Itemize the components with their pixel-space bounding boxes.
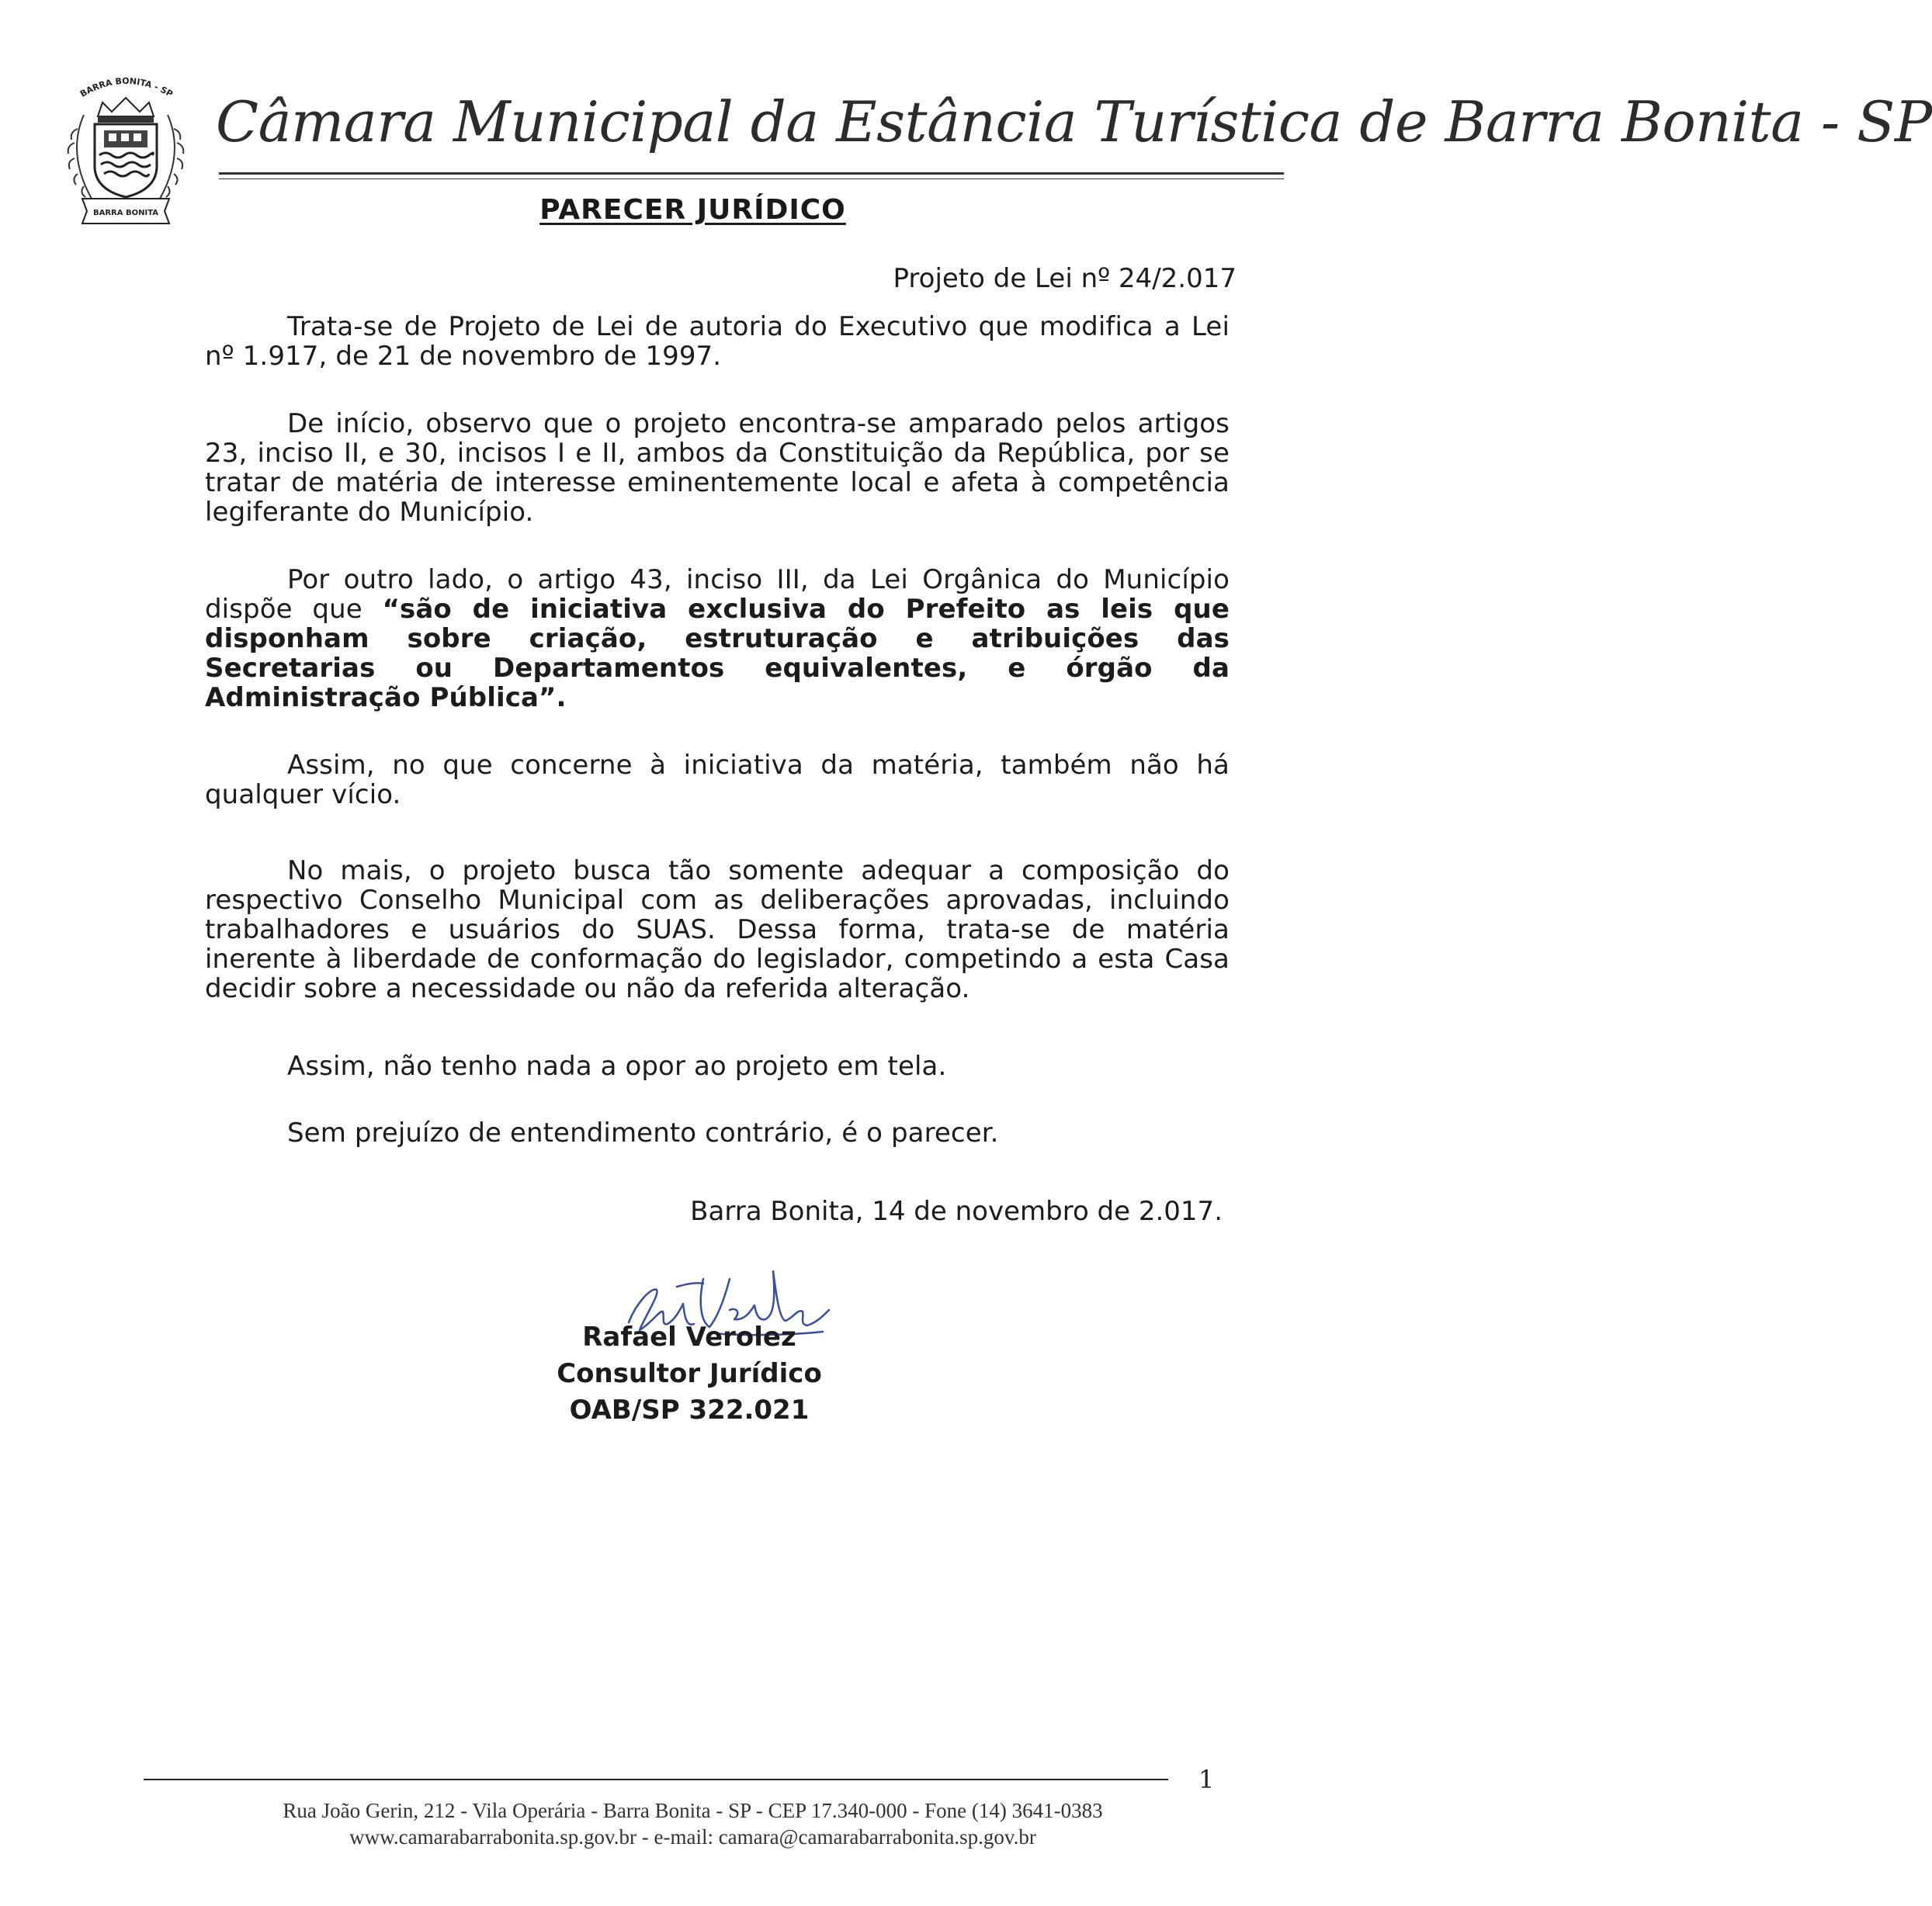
footer-rule: [144, 1779, 1168, 1780]
signatory-role: Consultor Jurídico: [557, 1358, 822, 1389]
footer-contact: www.camarabarrabonita.sp.gov.br - e-mail: camara@camarabarrabonita.sp.gov.br: [349, 1825, 1036, 1849]
paragraph-3-quote: “são de iniciativa exclusiva do Prefeito as leis que disponham sobre criação, estruturação e atribuições das Secretarias ou Departamentos equivalentes, e órgão da Administração Pública”.: [205, 594, 1230, 713]
signatory-name: Rafael Verolez: [582, 1322, 796, 1353]
paragraph-6: Assim, não tenho nada a opor ao projeto em tela.: [287, 1051, 947, 1082]
footer-address: Rua João Gerin, 212 - Vila Operária - Barra Bonita - SP - CEP 17.340-000 - Fone (14) 3641-0383: [283, 1799, 1103, 1822]
paragraph-2: De início, observo que o projeto encontra-se amparado pelos artigos 23, inciso II, e 30, incisos I e II, ambos da Constituição da República, por se tratar de matéria de interesse eminentemente local e afeta à competência legiferante do Município.: [205, 408, 1230, 528]
project-reference: Projeto de Lei nº 24/2.017: [893, 263, 1237, 294]
seal-top-text: BARRA BONITA - SP: [78, 75, 175, 99]
paragraph-4: Assim, no que concerne à iniciativa da matéria, também não há qualquer vício.: [205, 750, 1230, 810]
page-number: 1: [1198, 1765, 1215, 1794]
seal-banner-text: BARRA BONITA: [93, 209, 158, 217]
header-rule-thin: [219, 178, 1284, 179]
paragraph-1: Trata-se de Projeto de Lei de autoria do Executivo que modifica a Lei nº 1.917, de 21 de novembro de 1997.: [205, 311, 1230, 372]
document-body: [205, 312, 1230, 1185]
paragraph-3: [205, 565, 1230, 712]
paragraph-5: No mais, o projeto busca tão somente adequar a composição do respectivo Conselho Municipal com as deliberações aprovadas, incluindo trabalhadores e usuários do SUAS. Dessa forma, trata-se de matéria inerente à liberdade de conformação do legislador, competindo a esta Casa decidir sobre a necessidade ou não da referida alteração.: [205, 855, 1230, 1004]
institution-name: Câmara Municipal da Estância Turística de Barra Bonita - SP: [216, 89, 1932, 154]
svg-text:BARRA BONITA - SP: [78, 76, 175, 99]
signatory-registration: OAB/SP 322.021: [569, 1395, 810, 1426]
paragraph-3-intro: Por outro lado, o artigo 43, inciso III, da Lei Orgânica do Município dispõe que: [205, 564, 1230, 625]
header-rule: [219, 172, 1284, 175]
signature-block: [534, 1319, 845, 1429]
date-line: Barra Bonita, 14 de novembro de 2.017.: [690, 1196, 1223, 1227]
footer: [0, 1797, 1386, 1850]
paragraph-7: Sem prejuízo de entendimento contrário, é o parecer.: [287, 1118, 999, 1149]
document-title: PARECER JURÍDICO: [539, 194, 846, 226]
